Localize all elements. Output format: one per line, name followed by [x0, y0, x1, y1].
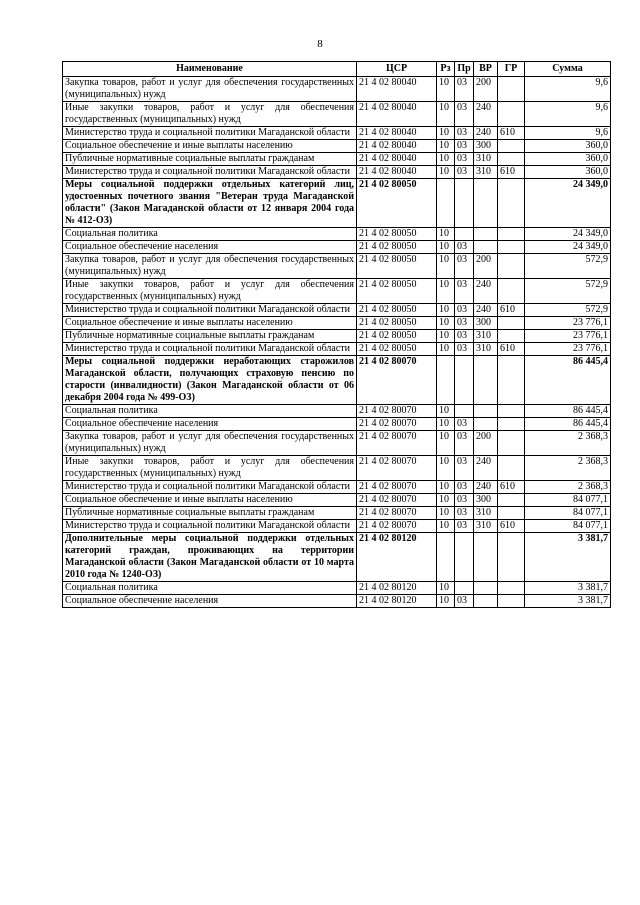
cell-gr	[498, 533, 525, 582]
cell-sum: 2 368,3	[525, 431, 611, 456]
cell-name: Министерство труда и социальной политики Магаданской области	[63, 520, 357, 533]
cell-csr: 21 4 02 80040	[357, 140, 437, 153]
table-row	[63, 304, 611, 317]
cell-rz: 10	[437, 595, 455, 608]
cell-csr: 21 4 02 80050	[357, 343, 437, 356]
cell-gr	[498, 317, 525, 330]
cell-vr	[474, 533, 498, 582]
table-row	[63, 102, 611, 127]
cell-csr: 21 4 02 80070	[357, 431, 437, 456]
cell-sum: 572,9	[525, 279, 611, 304]
cell-name: Дополнительные меры социальной поддержки отдельных категорий граждан, проживающих на территории Магаданской области (Закон Магаданской области от 10 марта 2010 года № 1240-ОЗ)	[63, 533, 357, 582]
cell-vr	[474, 582, 498, 595]
cell-sum: 23 776,1	[525, 317, 611, 330]
cell-name: Социальное обеспечение и иные выплаты населению	[63, 494, 357, 507]
cell-vr: 310	[474, 153, 498, 166]
cell-sum: 24 349,0	[525, 179, 611, 228]
cell-sum: 24 349,0	[525, 241, 611, 254]
table-row	[63, 456, 611, 481]
cell-name: Публичные нормативные социальные выплаты гражданам	[63, 153, 357, 166]
cell-vr: 310	[474, 343, 498, 356]
cell-gr	[498, 356, 525, 405]
cell-vr	[474, 179, 498, 228]
cell-name: Социальное обеспечение населения	[63, 595, 357, 608]
cell-name: Министерство труда и социальной политики Магаданской области	[63, 166, 357, 179]
cell-vr: 240	[474, 102, 498, 127]
header-pr: Пр	[455, 62, 474, 77]
table-row	[63, 418, 611, 431]
cell-pr: 03	[455, 153, 474, 166]
cell-gr: 610	[498, 481, 525, 494]
cell-pr: 03	[455, 481, 474, 494]
table-row	[63, 317, 611, 330]
cell-name: Социальное обеспечение и иные выплаты населению	[63, 317, 357, 330]
table-row	[63, 330, 611, 343]
cell-name: Министерство труда и социальной политики Магаданской области	[63, 343, 357, 356]
cell-csr: 21 4 02 80040	[357, 102, 437, 127]
cell-gr	[498, 595, 525, 608]
cell-pr	[455, 582, 474, 595]
cell-rz: 10	[437, 102, 455, 127]
table-row	[63, 507, 611, 520]
cell-sum: 2 368,3	[525, 481, 611, 494]
cell-rz	[437, 356, 455, 405]
cell-sum: 360,0	[525, 140, 611, 153]
table-row	[63, 279, 611, 304]
header-rz: Рз	[437, 62, 455, 77]
cell-csr: 21 4 02 80120	[357, 582, 437, 595]
cell-vr: 200	[474, 254, 498, 279]
cell-gr	[498, 582, 525, 595]
cell-sum: 2 368,3	[525, 456, 611, 481]
cell-rz: 10	[437, 330, 455, 343]
cell-sum: 3 381,7	[525, 582, 611, 595]
cell-csr: 21 4 02 80070	[357, 418, 437, 431]
cell-csr: 21 4 02 80120	[357, 533, 437, 582]
table-row	[63, 254, 611, 279]
cell-name: Меры социальной поддержки неработающих старожилов Магаданской области, получающих страховую пенсию по старости (инвалидности) (Закон Магаданской области от 06 декабря 2004 года № 499-ОЗ)	[63, 356, 357, 405]
cell-csr: 21 4 02 80040	[357, 127, 437, 140]
cell-csr: 21 4 02 80050	[357, 241, 437, 254]
cell-csr: 21 4 02 80070	[357, 494, 437, 507]
cell-gr	[498, 102, 525, 127]
cell-sum: 3 381,7	[525, 595, 611, 608]
cell-sum: 9,6	[525, 102, 611, 127]
cell-csr: 21 4 02 80050	[357, 317, 437, 330]
cell-rz: 10	[437, 166, 455, 179]
cell-gr: 610	[498, 127, 525, 140]
cell-name: Социальное обеспечение населения	[63, 418, 357, 431]
cell-csr: 21 4 02 80070	[357, 507, 437, 520]
cell-pr: 03	[455, 166, 474, 179]
cell-vr	[474, 418, 498, 431]
cell-rz	[437, 533, 455, 582]
cell-pr: 03	[455, 254, 474, 279]
table-row	[63, 595, 611, 608]
table-row	[63, 77, 611, 102]
cell-gr: 610	[498, 166, 525, 179]
cell-name: Социальная политика	[63, 405, 357, 418]
cell-name: Министерство труда и социальной политики Магаданской области	[63, 127, 357, 140]
cell-rz: 10	[437, 153, 455, 166]
table-row	[63, 431, 611, 456]
table-row	[63, 140, 611, 153]
header-gr: ГР	[498, 62, 525, 77]
table-row	[63, 179, 611, 228]
table-row	[63, 494, 611, 507]
cell-rz: 10	[437, 507, 455, 520]
cell-rz: 10	[437, 279, 455, 304]
cell-pr: 03	[455, 520, 474, 533]
table-row	[63, 405, 611, 418]
cell-sum: 86 445,4	[525, 405, 611, 418]
cell-name: Социальная политика	[63, 582, 357, 595]
cell-gr	[498, 241, 525, 254]
cell-pr: 03	[455, 102, 474, 127]
cell-pr: 03	[455, 77, 474, 102]
header-vr: ВР	[474, 62, 498, 77]
cell-sum: 24 349,0	[525, 228, 611, 241]
cell-vr: 300	[474, 494, 498, 507]
table-row	[63, 153, 611, 166]
cell-name: Закупка товаров, работ и услуг для обеспечения государственных (муниципальных) нужд	[63, 254, 357, 279]
cell-rz: 10	[437, 481, 455, 494]
cell-csr: 21 4 02 80050	[357, 179, 437, 228]
cell-gr	[498, 507, 525, 520]
cell-pr: 03	[455, 595, 474, 608]
cell-csr: 21 4 02 80120	[357, 595, 437, 608]
table-row	[63, 343, 611, 356]
cell-pr: 03	[455, 304, 474, 317]
cell-sum: 9,6	[525, 77, 611, 102]
cell-rz: 10	[437, 431, 455, 456]
cell-pr: 03	[455, 279, 474, 304]
cell-sum: 3 381,7	[525, 533, 611, 582]
cell-vr	[474, 405, 498, 418]
table-header-row	[63, 62, 611, 77]
cell-pr	[455, 228, 474, 241]
cell-name: Социальное обеспечение и иные выплаты населению	[63, 140, 357, 153]
table-row	[63, 228, 611, 241]
table-row	[63, 520, 611, 533]
cell-rz	[437, 179, 455, 228]
table-row	[63, 481, 611, 494]
header-csr: ЦСР	[357, 62, 437, 77]
cell-name: Закупка товаров, работ и услуг для обеспечения государственных (муниципальных) нужд	[63, 431, 357, 456]
cell-rz: 10	[437, 520, 455, 533]
cell-gr: 610	[498, 520, 525, 533]
cell-gr	[498, 153, 525, 166]
cell-name: Социальная политика	[63, 228, 357, 241]
cell-vr: 240	[474, 304, 498, 317]
cell-csr: 21 4 02 80040	[357, 77, 437, 102]
cell-csr: 21 4 02 80070	[357, 481, 437, 494]
cell-vr: 310	[474, 507, 498, 520]
cell-gr: 610	[498, 304, 525, 317]
cell-rz: 10	[437, 456, 455, 481]
cell-sum: 84 077,1	[525, 494, 611, 507]
cell-vr: 240	[474, 481, 498, 494]
cell-gr	[498, 279, 525, 304]
cell-gr	[498, 418, 525, 431]
cell-rz: 10	[437, 304, 455, 317]
cell-csr: 21 4 02 80050	[357, 330, 437, 343]
cell-pr	[455, 533, 474, 582]
cell-gr	[498, 254, 525, 279]
cell-rz: 10	[437, 582, 455, 595]
cell-vr	[474, 228, 498, 241]
cell-gr	[498, 140, 525, 153]
cell-pr	[455, 405, 474, 418]
cell-pr: 03	[455, 330, 474, 343]
cell-vr: 300	[474, 317, 498, 330]
cell-name: Публичные нормативные социальные выплаты гражданам	[63, 330, 357, 343]
page-number: 8	[317, 38, 323, 50]
cell-sum: 86 445,4	[525, 356, 611, 405]
cell-vr: 310	[474, 166, 498, 179]
cell-name: Иные закупки товаров, работ и услуг для обеспечения государственных (муниципальных) нужд	[63, 279, 357, 304]
cell-pr: 03	[455, 343, 474, 356]
cell-pr: 03	[455, 456, 474, 481]
cell-rz: 10	[437, 317, 455, 330]
cell-vr: 200	[474, 431, 498, 456]
cell-name: Иные закупки товаров, работ и услуг для обеспечения государственных (муниципальных) нужд	[63, 102, 357, 127]
cell-sum: 84 077,1	[525, 507, 611, 520]
cell-sum: 23 776,1	[525, 343, 611, 356]
cell-sum: 360,0	[525, 166, 611, 179]
cell-csr: 21 4 02 80070	[357, 456, 437, 481]
header-name: Наименование	[63, 62, 357, 77]
cell-pr: 03	[455, 494, 474, 507]
cell-pr: 03	[455, 127, 474, 140]
cell-name: Меры социальной поддержки отдельных категорий лиц, удостоенных почетного звания "Ветеран труда Магаданской области" (Закон Магаданской области от 12 января 2004 года № 412-ОЗ)	[63, 179, 357, 228]
cell-rz: 10	[437, 228, 455, 241]
cell-rz: 10	[437, 418, 455, 431]
cell-rz: 10	[437, 494, 455, 507]
cell-gr	[498, 228, 525, 241]
cell-gr	[498, 77, 525, 102]
cell-pr: 03	[455, 507, 474, 520]
cell-rz: 10	[437, 254, 455, 279]
cell-rz: 10	[437, 77, 455, 102]
cell-gr	[498, 456, 525, 481]
cell-name: Министерство труда и социальной политики Магаданской области	[63, 304, 357, 317]
cell-csr: 21 4 02 80040	[357, 166, 437, 179]
cell-csr: 21 4 02 80050	[357, 279, 437, 304]
cell-name: Министерство труда и социальной политики Магаданской области	[63, 481, 357, 494]
cell-sum: 360,0	[525, 153, 611, 166]
cell-gr: 610	[498, 343, 525, 356]
cell-sum: 572,9	[525, 254, 611, 279]
cell-rz: 10	[437, 140, 455, 153]
cell-vr: 310	[474, 520, 498, 533]
table-row	[63, 166, 611, 179]
table-row	[63, 241, 611, 254]
cell-vr: 240	[474, 456, 498, 481]
table-row	[63, 582, 611, 595]
cell-vr	[474, 356, 498, 405]
cell-csr: 21 4 02 80070	[357, 520, 437, 533]
cell-csr: 21 4 02 80070	[357, 405, 437, 418]
cell-pr: 03	[455, 317, 474, 330]
cell-rz: 10	[437, 127, 455, 140]
cell-pr: 03	[455, 140, 474, 153]
cell-name: Социальное обеспечение населения	[63, 241, 357, 254]
table-row	[63, 127, 611, 140]
cell-gr	[498, 431, 525, 456]
cell-rz: 10	[437, 241, 455, 254]
cell-sum: 23 776,1	[525, 330, 611, 343]
table-row	[63, 533, 611, 582]
cell-rz: 10	[437, 405, 455, 418]
cell-csr: 21 4 02 80070	[357, 356, 437, 405]
cell-csr: 21 4 02 80050	[357, 304, 437, 317]
cell-csr: 21 4 02 80050	[357, 254, 437, 279]
table-row	[63, 356, 611, 405]
cell-name: Иные закупки товаров, работ и услуг для обеспечения государственных (муниципальных) нужд	[63, 456, 357, 481]
cell-csr: 21 4 02 80040	[357, 153, 437, 166]
cell-vr: 240	[474, 127, 498, 140]
cell-name: Закупка товаров, работ и услуг для обеспечения государственных (муниципальных) нужд	[63, 77, 357, 102]
cell-gr	[498, 494, 525, 507]
cell-pr	[455, 356, 474, 405]
cell-sum: 572,9	[525, 304, 611, 317]
cell-vr: 200	[474, 77, 498, 102]
cell-pr	[455, 179, 474, 228]
cell-sum: 86 445,4	[525, 418, 611, 431]
cell-pr: 03	[455, 431, 474, 456]
cell-gr	[498, 405, 525, 418]
cell-vr: 240	[474, 279, 498, 304]
cell-sum: 9,6	[525, 127, 611, 140]
cell-vr	[474, 595, 498, 608]
cell-vr: 310	[474, 330, 498, 343]
cell-vr: 300	[474, 140, 498, 153]
cell-gr	[498, 179, 525, 228]
cell-vr	[474, 241, 498, 254]
cell-pr: 03	[455, 418, 474, 431]
cell-pr: 03	[455, 241, 474, 254]
cell-sum: 84 077,1	[525, 520, 611, 533]
budget-table	[62, 61, 611, 608]
cell-csr: 21 4 02 80050	[357, 228, 437, 241]
cell-rz: 10	[437, 343, 455, 356]
header-sum: Сумма	[525, 62, 611, 77]
cell-name: Публичные нормативные социальные выплаты гражданам	[63, 507, 357, 520]
cell-gr	[498, 330, 525, 343]
table-body	[63, 77, 611, 608]
